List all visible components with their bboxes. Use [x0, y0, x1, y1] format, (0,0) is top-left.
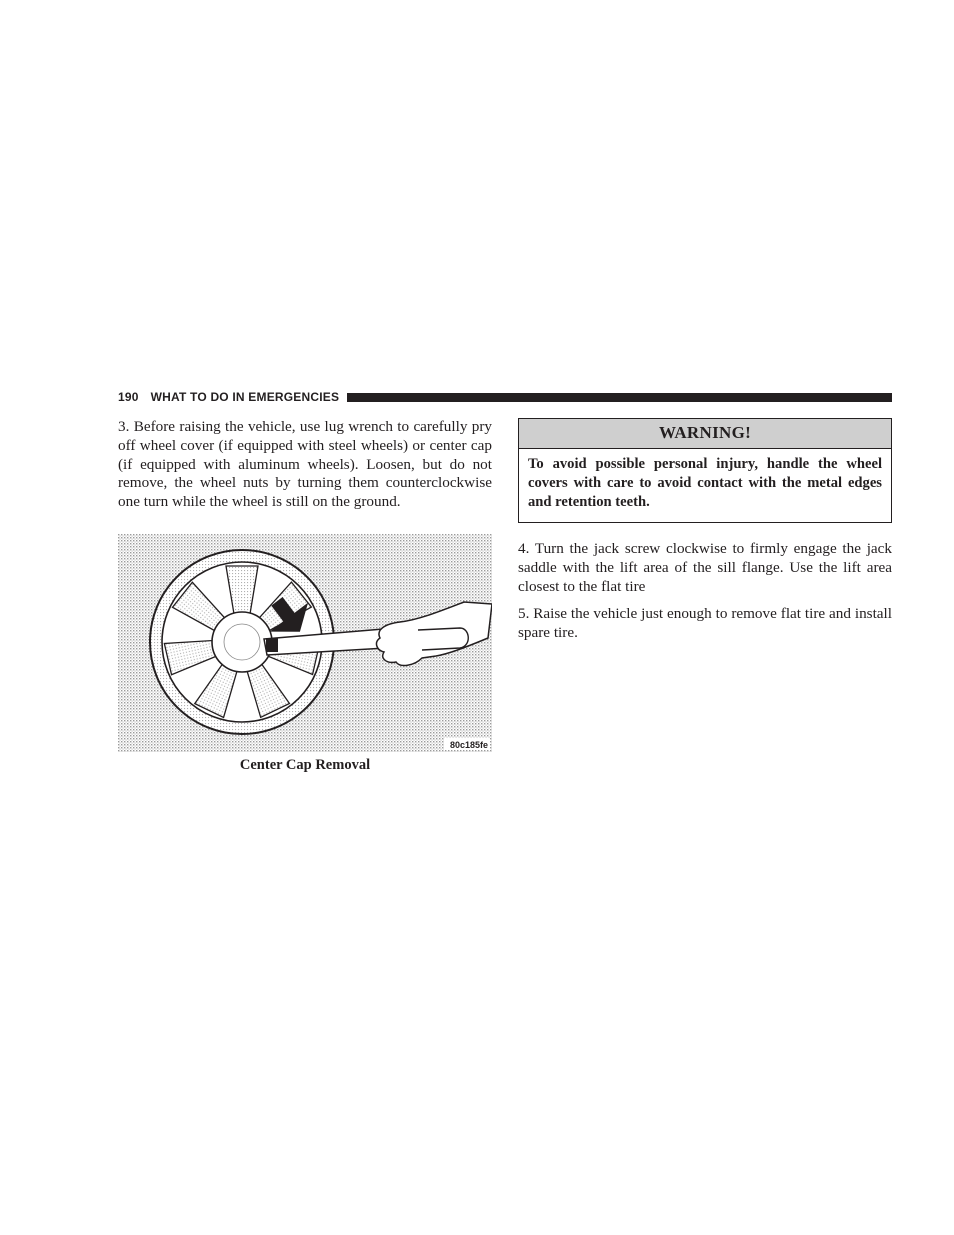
- running-header: [118, 389, 892, 405]
- figure-code: 80c185fe: [449, 740, 488, 750]
- step-4-block: [518, 540, 892, 596]
- wheel-illustration: [118, 534, 492, 752]
- wrench-tip: [266, 638, 278, 652]
- step-4-paragraph: 4. Turn the jack screw clockwise to firmly engage the jack saddle with the lift area of the sill flange. Use the lift area closest to the flat tire: [518, 540, 892, 595]
- section-title: WHAT TO DO IN EMERGENCIES: [150, 390, 340, 404]
- header-rule: [347, 393, 892, 402]
- step-3-paragraph: 3. Before raising the vehicle, use lug wrench to carefully pry off wheel cover (if equipped with steel wheels) or center cap (if equipped with aluminum wheels). Loosen, but do not remove, the wheel nuts by turning them counterclockwise one turn while the wheel is still on the ground.: [118, 418, 492, 511]
- figure-caption: Center Cap Removal: [239, 757, 371, 773]
- warning-title: WARNING!: [519, 419, 891, 449]
- page-number: 190: [118, 390, 139, 404]
- left-column: [118, 418, 492, 512]
- center-cap-removal-figure: [118, 534, 492, 752]
- center-cap: [212, 612, 272, 672]
- step-5-block: [518, 605, 892, 643]
- warning-text: To avoid possible personal injury, handle the wheel covers with care to avoid contact with the metal edges and retention teeth.: [528, 456, 882, 510]
- warning-box: [518, 418, 892, 523]
- step-5-paragraph: 5. Raise the vehicle just enough to remove flat tire and install spare tire.: [518, 605, 892, 641]
